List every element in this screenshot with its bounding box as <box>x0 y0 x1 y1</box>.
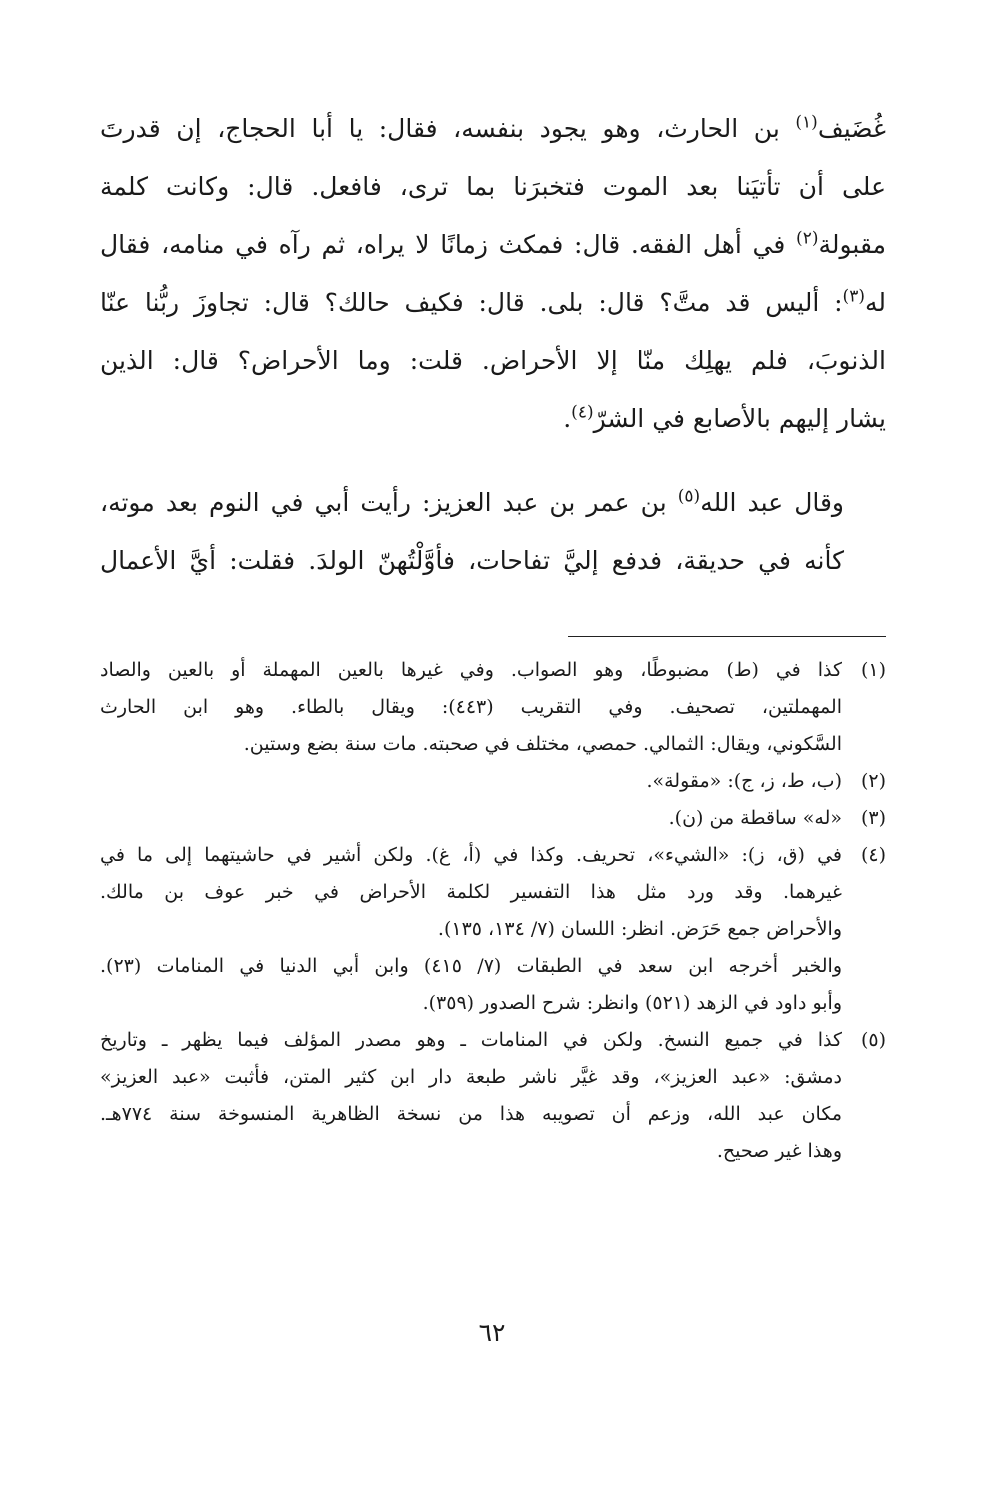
footnote-line: كذا في جميع النسخ. ولكن في المنامات ـ وهو مصدر المؤلف فيما يظهر ـ وتاريخ <box>100 1029 842 1051</box>
paragraph-2 <box>100 474 886 590</box>
text-segment: . <box>563 404 572 433</box>
text-segment: بن الحارث، وهو يجود بنفسه، فقال: يا أبا الحجاج، إن قدرتَ <box>100 114 796 143</box>
text-line <box>100 474 886 532</box>
footnote-ref-4[interactable]: (٤) <box>571 402 594 423</box>
footnote-2 <box>100 763 886 800</box>
footnote-1 <box>100 652 886 763</box>
footnote-ref-2[interactable]: (٢) <box>796 228 819 249</box>
footnote-number: (٤) <box>860 844 886 866</box>
footnotes <box>100 652 886 1170</box>
footnote-3 <box>100 800 886 837</box>
footnote-line: وأبو داود في الزهد (٥٢١) وانظر: شرح الصدور (٣٥٩). <box>422 992 842 1014</box>
page-number: ٦٢ <box>478 1318 506 1347</box>
footnote-4 <box>100 837 886 1022</box>
footnote-number: (١) <box>860 659 886 681</box>
text-segment: بن عمر بن عبد العزيز: رأيت أبي في النوم بعد موته، <box>100 488 678 517</box>
footnote-line: في (ق، ز): «الشيء»، تحريف. وكذا في (أ، غ). ولكن أشير في حاشيتهما إلى ما في <box>100 844 842 866</box>
footnote-line: مكان عبد الله، وزعم أن تصويبه هذا من نسخة الظاهرية المنسوخة سنة ٧٧٤هـ. <box>100 1103 842 1125</box>
text-line: كأنه في حديقة، فدفع إليَّ تفاحات، فأوَّلْتُهنّ الولدَ. فقلت: أيَّ الأعمال <box>100 546 844 575</box>
footnote-number: (٥) <box>860 1029 886 1051</box>
text-segment: وقال عبد الله <box>700 488 845 517</box>
text-segment: : أليس قد متَّ؟ قال: بلى. قال: فكيف حالك؟ قال: تجاوزَ ربُّنا عنّا <box>100 288 843 317</box>
paragraph-1 <box>100 100 886 448</box>
footnote-line: «له» ساقطة من (ن). <box>668 807 842 829</box>
text-line <box>100 216 886 274</box>
footnote-number: (٣) <box>860 807 886 829</box>
footnote-line: السَّكوني، ويقال: الثمالي. حمصي، مختلف في صحبته. مات سنة بضع وستين. <box>243 733 842 755</box>
text-segment: مقبولة <box>818 230 886 259</box>
text-line: على أن تأتيَنا بعد الموت فتخبرَنا بما ترى، فافعل. قال: وكانت كلمة <box>100 172 886 201</box>
footnote-line: المهملتين، تصحيف. وفي التقريب (٤٤٣): ويقال بالطاء. وهو ابن الحارث <box>100 696 842 718</box>
text-line <box>100 274 886 332</box>
footnote-ref-3[interactable]: (٣) <box>842 286 865 307</box>
footnote-5 <box>100 1022 886 1170</box>
footnote-number: (٢) <box>860 770 886 792</box>
text-segment: في أهل الفقه. قال: فمكث زمانًا لا يراه، ثم رآه في منامه، فقال <box>100 230 797 259</box>
text-line <box>100 390 886 448</box>
footnote-line: والأحراض جمع حَرَض. انظر: اللسان (٧/ ١٣٤، ١٣٥). <box>437 918 842 940</box>
text-line: الذنوبَ، فلم يهلِك منّا إلا الأحراض. قلت: وما الأحراض؟ قال: الذين <box>100 346 886 375</box>
text-line <box>100 100 886 158</box>
footnote-line: وهذا غير صحيح. <box>716 1140 842 1162</box>
footnote-line: غيرهما. وقد ورد مثل هذا التفسير لكلمة الأحراض في خبر عوف بن مالك. <box>100 881 842 903</box>
text-segment: يشار إليهم بالأصابع في الشرّ <box>593 404 886 433</box>
footnote-separator <box>568 636 886 637</box>
text-segment: غُضَيف <box>817 114 886 143</box>
text-segment: له <box>864 288 886 317</box>
footnote-ref-1[interactable]: (١) <box>795 112 818 133</box>
footnote-line: (ب، ط، ز، ج): «مقولة». <box>646 770 842 792</box>
footnote-line: كذا في (ط) مضبوطًا، وهو الصواب. وفي غيرها بالعين المهملة أو بالعين والصاد <box>100 659 842 681</box>
main-text <box>100 100 886 590</box>
footnote-ref-5[interactable]: (٥) <box>677 486 701 507</box>
footnote-line: دمشق: «عبد العزيز»، وقد غيَّر ناشر طبعة دار ابن كثير المتن، فأثبت «عبد العزيز» <box>100 1066 842 1088</box>
footnote-line: والخبر أخرجه ابن سعد في الطبقات (٧/ ٤١٥) وابن أبي الدنيا في المنامات (٢٣). <box>100 955 842 977</box>
